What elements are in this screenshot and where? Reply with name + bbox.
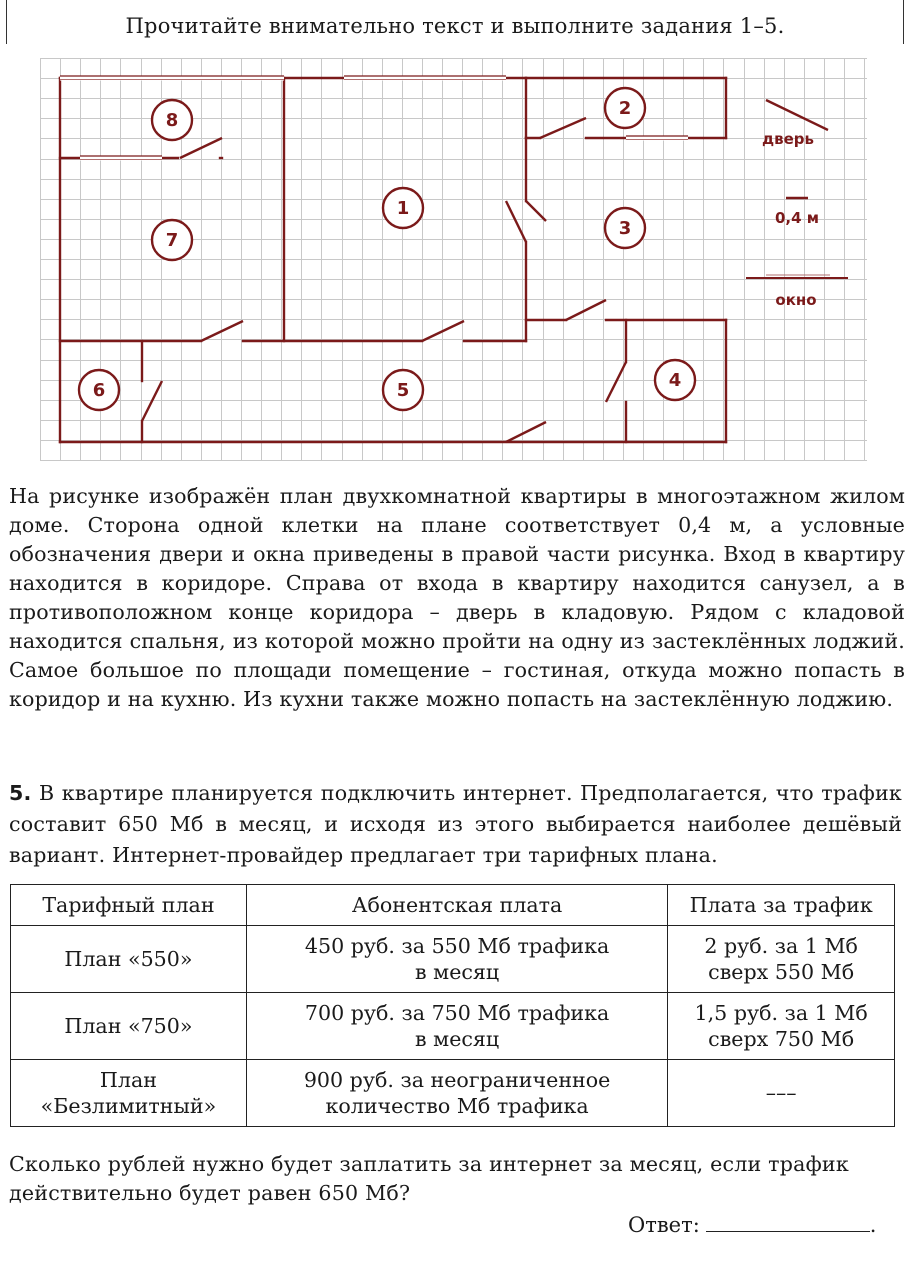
table-row [11, 993, 895, 1060]
fee-cell [246, 1060, 667, 1127]
legend-door-label: дверь [761, 130, 815, 148]
legend-window-symbol [746, 275, 848, 278]
instructions-header [6, 0, 904, 44]
room-markers [79, 88, 695, 410]
plan-name-cell [11, 1060, 247, 1127]
room-number-marker [605, 88, 645, 128]
tariff-table [10, 884, 895, 1127]
traffic-line: сверх 550 Мб [708, 960, 855, 984]
room-number: 4 [668, 370, 682, 391]
room-number: 5 [396, 380, 410, 401]
plan-name-cell [11, 993, 247, 1060]
fee-line: 450 руб. за 550 Мб трафика [304, 934, 610, 958]
column-header-traffic: Плата за трафик [668, 885, 895, 926]
room-number: 2 [618, 98, 632, 119]
traffic-cell [668, 926, 895, 993]
traffic-cell [668, 1060, 895, 1127]
plan-name: План «750» [64, 1014, 193, 1038]
question-text: Сколько рублей нужно будет заплатить за интернет за месяц, если трафик действительно будет равен 650 Мб? [9, 1152, 849, 1205]
room-number-marker [383, 188, 423, 228]
tariff-table-header [11, 885, 895, 926]
task-number: 5. [9, 781, 32, 805]
legend-scale-label: 0,4 м [774, 209, 820, 227]
traffic-line: 2 руб. за 1 Мб [704, 934, 858, 958]
answer-row [628, 1211, 876, 1237]
room-number: 3 [618, 218, 632, 239]
fee-cell [246, 993, 667, 1060]
legend-door-symbol [766, 100, 828, 130]
legend-window-label: окно [775, 291, 817, 309]
plan-name: План «550» [64, 947, 193, 971]
traffic-line: ––– [765, 1081, 797, 1105]
room-number: 7 [165, 230, 179, 251]
fee-line: количество Мб трафика [325, 1094, 589, 1118]
door-symbol [506, 422, 546, 442]
plan-name: План [99, 1068, 157, 1092]
room-number-marker [655, 360, 695, 400]
room-number: 6 [92, 380, 106, 401]
traffic-cell [668, 993, 895, 1060]
column-header-fee: Абонентская плата [246, 885, 667, 926]
table-row [11, 1060, 895, 1127]
apartment-floor-plan [38, 56, 870, 464]
fee-line: 900 руб. за неограниченное [303, 1068, 611, 1092]
fee-cell [246, 926, 667, 993]
answer-end: . [869, 1213, 877, 1237]
room-number-marker [605, 208, 645, 248]
plan-name-cell [11, 926, 247, 993]
room-number-marker [152, 220, 192, 260]
task-5-text [9, 778, 902, 871]
room-number-marker [383, 370, 423, 410]
task-statement: В квартире планируется подключить интернет. Предполагается, что трафик составит 650 Мб в месяц, и исходя из этого выбирается наиболее дешёвый вариант. Интернет-провайдер предлагает три тарифных плана. [9, 781, 902, 867]
plan-description: На рисунке изображён план двухкомнатной квартиры в многоэтажном жилом доме. Сторона одной клетки на плане соответствует 0,4 м, а условные обозначения двери и окна приведены в правой части рисунка. Вход в квартиру находится в коридоре. Справа от входа в квартиру находится санузел, а в противоположном конце коридора – дверь в кладовую. Рядом с кладовой находится спальня, из которой можно пройти на одну из застеклённых лоджий. Самое большое по площади помещение – гостиная, откуда можно попасть в коридор и на кухню. Из кухни также можно попасть на застеклённую лоджию. [9, 484, 905, 711]
fee-line: в месяц [415, 1027, 500, 1051]
room-number: 8 [165, 110, 179, 131]
traffic-line: сверх 750 Мб [708, 1027, 855, 1051]
answer-field[interactable] [706, 1211, 870, 1232]
room-number-marker [79, 370, 119, 410]
instructions-title: Прочитайте внимательно текст и выполните задания 1–5. [125, 14, 785, 38]
plan-name: «Безлимитный» [40, 1094, 217, 1118]
room-number: 1 [396, 198, 410, 219]
column-header-plan: Тарифный план [11, 885, 247, 926]
answer-label: Ответ: [628, 1213, 700, 1237]
fee-line: в месяц [415, 960, 500, 984]
fee-line: 700 руб. за 750 Мб трафика [304, 1001, 610, 1025]
traffic-line: 1,5 руб. за 1 Мб [694, 1001, 868, 1025]
table-row [11, 926, 895, 993]
door-symbol [566, 300, 606, 320]
plan-legend [746, 100, 848, 309]
room-number-marker [152, 100, 192, 140]
